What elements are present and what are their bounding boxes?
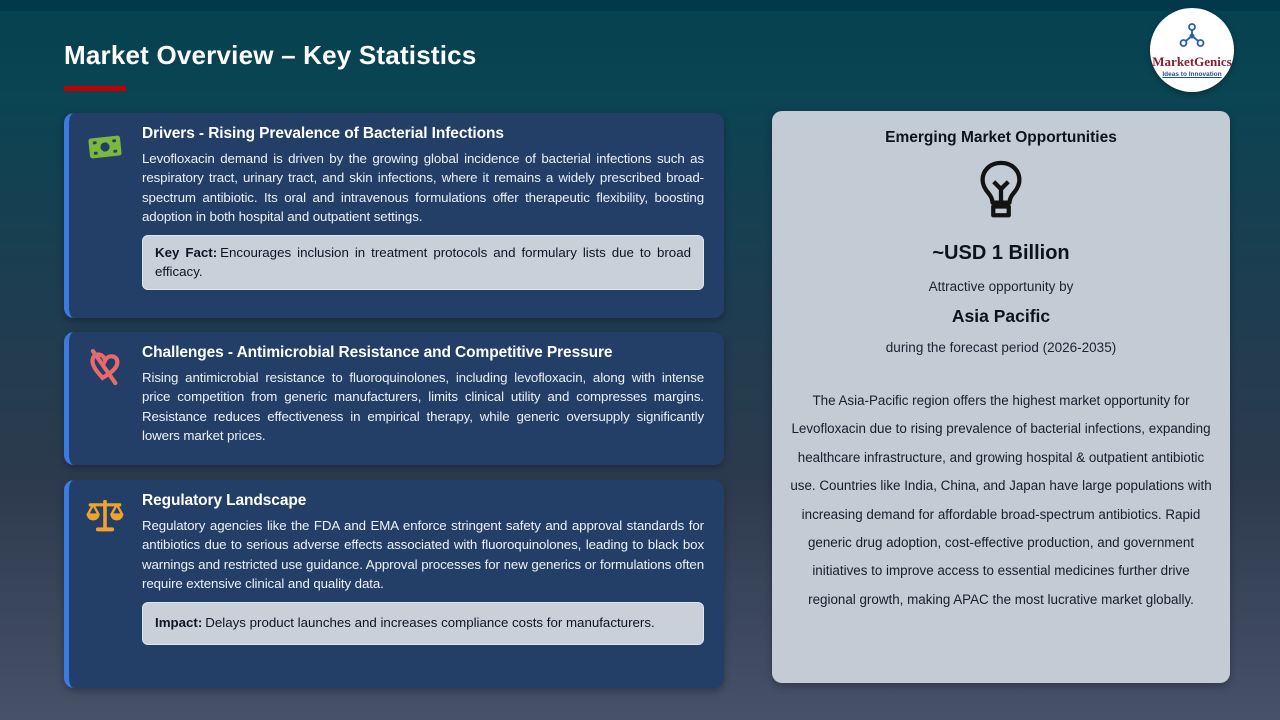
key-fact-label: Key Fact: xyxy=(155,245,218,261)
opportunity-description: The Asia-Pacific region offers the highest market opportunity for Levofloxacin due to rising prevalence of bacterial infections, expanding healthcare infrastructure, and growing hospital & outpatient antibiotic use. Countries like India, China, and Japan have large populations with increasing demand for affordable broad-spectrum antibiotics. Rapid generic drug adoption, cost-effective production, and government initiatives to improve access to essential medicines further drive regional growth, making APAC the most lucrative market globally. xyxy=(790,393,1212,607)
key-fact-box xyxy=(142,235,704,290)
top-accent-strip xyxy=(0,0,1280,11)
challenges-card-body: Rising antimicrobial resistance to fluoroquinolones, including levofloxacin, along with intense price competition from generic manufacturers, limits clinical utility and compresses margins. Resistance reduces effectiveness in empirical therapy, while generic oversupply significantly lowers market prices. xyxy=(142,370,704,443)
heart-slash-icon xyxy=(85,349,125,392)
title-underline xyxy=(64,86,126,91)
logo-name: MarketGenics xyxy=(1152,54,1232,70)
opportunity-period: during the forecast period (2026-2035) xyxy=(885,340,1117,355)
key-fact-text: Encourages inclusion in treatment protocols and formulary lists due to broad efficacy. xyxy=(155,245,691,280)
impact-text: Delays product launches and increases compliance costs for manufacturers. xyxy=(205,615,655,631)
drivers-card-title: Drivers - Rising Prevalence of Bacterial Infections xyxy=(142,125,504,142)
challenges-card-title: Challenges - Antimicrobial Resistance and Competitive Pressure xyxy=(142,344,613,361)
panel-title: Emerging Market Opportunities xyxy=(885,129,1117,146)
money-bill-icon xyxy=(85,130,125,169)
challenges-card xyxy=(64,332,724,465)
logo-tagline: Ideas to Innovation xyxy=(1162,70,1222,78)
molecule-icon xyxy=(1179,22,1205,53)
marketgenics-logo xyxy=(1150,8,1234,92)
regulatory-card xyxy=(64,480,724,688)
impact-label: Impact: xyxy=(155,615,203,631)
drivers-card-body: Levofloxacin demand is driven by the growing global incidence of bacterial infections such as respiratory tract, urinary tract, and skin infections, where it remains a widely prescribed broad-spectrum antibiotic. Its oral and intravenous formulations offer therapeutic flexibility, boosting adoption in both hospital and outpatient settings. xyxy=(142,151,704,224)
balance-scale-icon xyxy=(85,497,125,539)
regulatory-card-body: Regulatory agencies like the FDA and EMA enforce stringent safety and approval standards for antibiotics due to serious adverse effects associated with fluoroquinolones, leading to black box warnings and restricted use guidance. Approval processes for new generics or formulations often require extensive clinical and quality data. xyxy=(142,518,704,591)
opportunity-subtitle: Attractive opportunity by xyxy=(928,279,1074,294)
drivers-card xyxy=(64,113,724,318)
emerging-opportunities-panel xyxy=(772,111,1230,683)
regulatory-card-title: Regulatory Landscape xyxy=(142,492,307,509)
page-title: Market Overview – Key Statistics xyxy=(64,40,477,70)
opportunity-region: Asia Pacific xyxy=(951,306,1051,326)
impact-box xyxy=(142,602,704,645)
opportunity-value: ~USD 1 Billion xyxy=(932,242,1070,264)
lightbulb-icon xyxy=(788,160,1214,227)
